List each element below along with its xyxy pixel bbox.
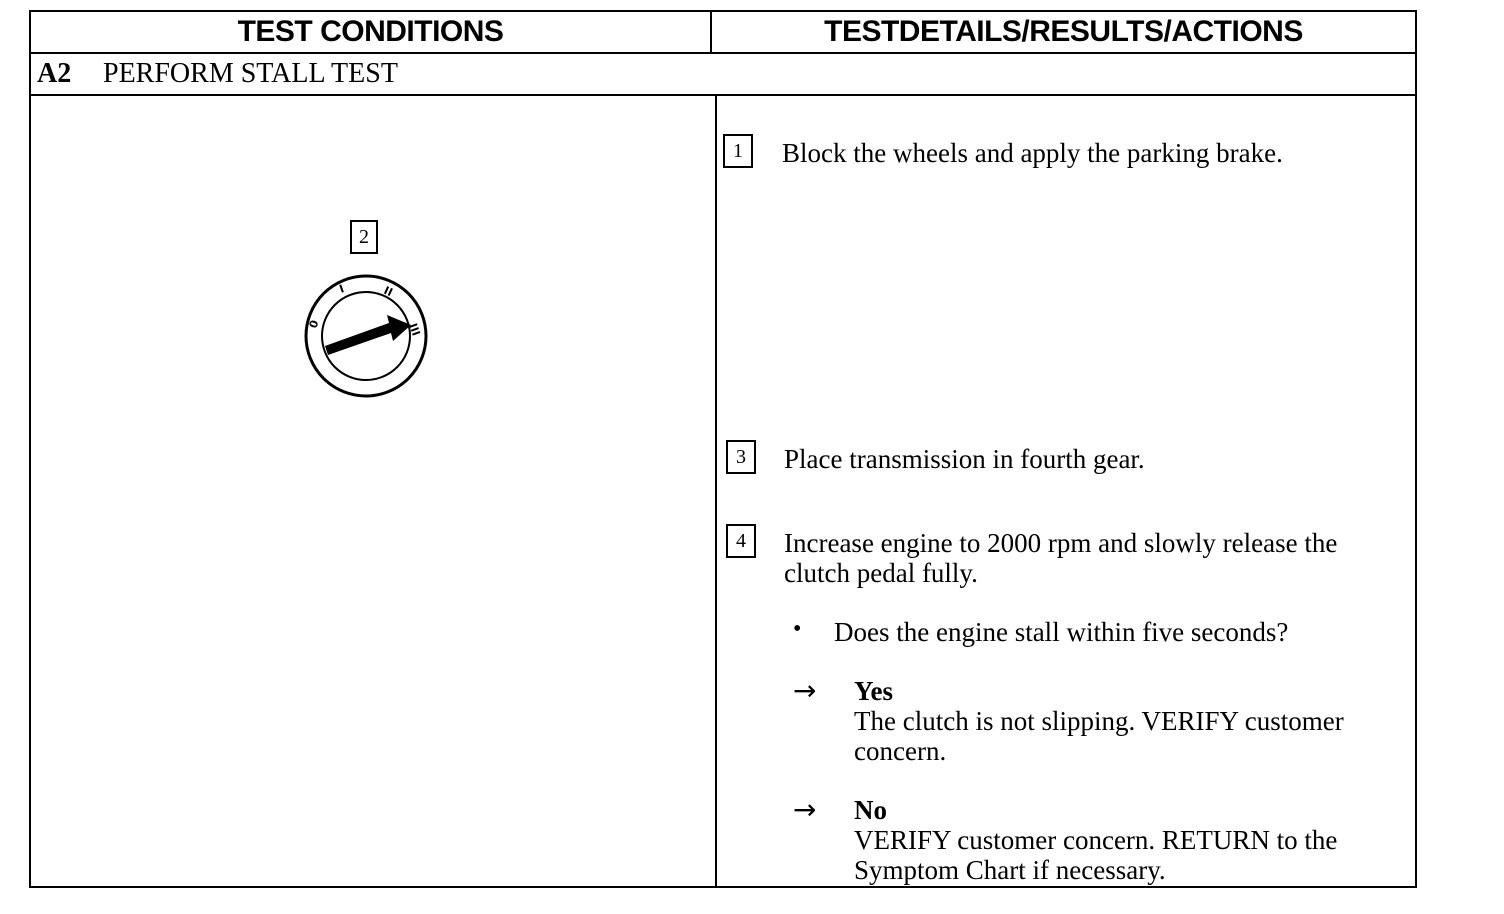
svg-text:III: III	[406, 321, 423, 338]
step-4-text-line-1: Increase engine to 2000 rpm and slowly release the	[784, 528, 1338, 558]
section-code: A2	[37, 58, 72, 89]
step-number-box: 2	[350, 220, 378, 254]
step-number-box-4: 4	[726, 524, 756, 558]
header-test-conditions: TEST CONDITIONS	[31, 12, 712, 52]
arrow-no-icon: →	[793, 793, 817, 826]
table-header-row	[31, 12, 1415, 54]
step-3-text: Place transmission in fourth gear.	[784, 444, 1145, 474]
step-number-box-1: 1	[723, 134, 753, 168]
answer-no-line-2: Symptom Chart if necessary.	[854, 855, 1166, 885]
answer-yes-line-2: concern.	[854, 736, 947, 766]
arrow-yes-icon: →	[793, 674, 817, 707]
test-conditions-panel	[31, 96, 715, 888]
answer-yes-line-1: The clutch is not slipping. VERIFY customer	[854, 706, 1344, 736]
ignition-key-switch-icon	[301, 271, 431, 401]
answer-no-title: No	[854, 795, 887, 825]
section-title-row	[31, 54, 1415, 96]
header-test-details: TESTDETAILS/RESULTS/ACTIONS	[824, 15, 1303, 48]
test-procedure-table	[29, 10, 1417, 888]
answer-no	[854, 795, 1337, 885]
bullet: •	[793, 616, 802, 642]
svg-text:I: I	[337, 282, 346, 296]
step-1-text: Block the wheels and apply the parking brake.	[782, 138, 1283, 168]
svg-text:II: II	[381, 283, 395, 300]
svg-text:0: 0	[306, 318, 322, 331]
answer-no-line-1: VERIFY customer concern. RETURN to the	[854, 825, 1338, 855]
answer-yes-title: Yes	[854, 676, 893, 706]
question-text: Does the engine stall within five seconds?	[834, 617, 1289, 647]
step-number-box-3: 3	[726, 440, 756, 474]
section-title: PERFORM STALL TEST	[103, 58, 398, 89]
test-details-panel	[717, 96, 1417, 888]
step-4-text-line-2: clutch pedal fully.	[784, 558, 978, 588]
answer-yes	[854, 676, 1344, 766]
